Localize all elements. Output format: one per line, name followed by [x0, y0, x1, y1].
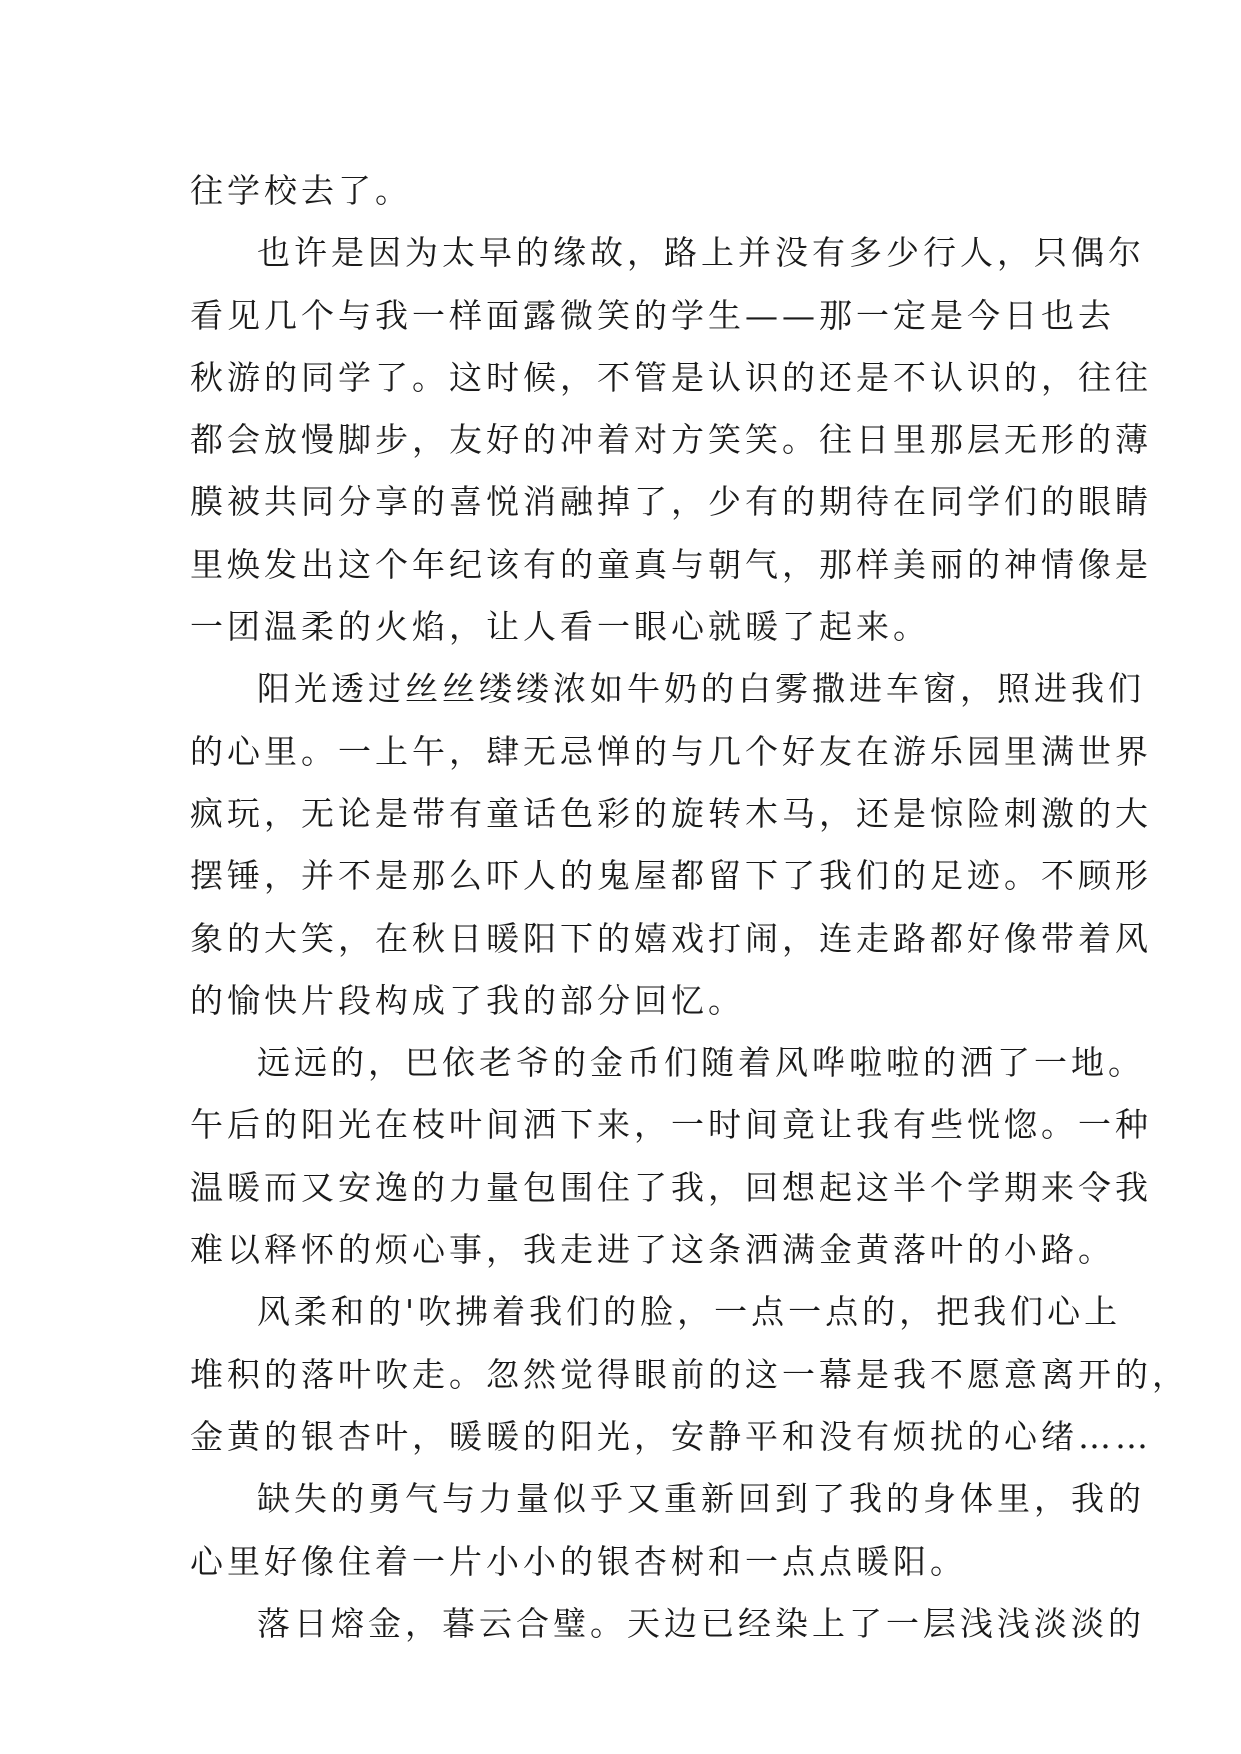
text-line: 午后的阳光在枝叶间洒下来，一时间竟让我有些恍惚。一种	[190, 1105, 1152, 1145]
text-line: 风柔和的'吹拂着我们的脸，一点一点的，把我们心上	[257, 1292, 1122, 1332]
text-line: 往学校去了。	[190, 171, 412, 210]
text-line: 疯玩，无论是带有童话色彩的旋转木马，还是惊险刺激的大	[190, 793, 1152, 833]
text-line: 远远的，巴依老爷的金币们随着风哗啦啦的洒了一地。	[257, 1043, 1145, 1083]
text-line: 温暖而又安逸的力量包围住了我，回想起这半个学期来令我	[190, 1167, 1152, 1207]
text-line: 的心里。一上午，肆无忌惮的与几个好友在游乐园里满世界	[190, 731, 1152, 771]
text-line: 缺失的勇气与力量似乎又重新回到了我的身体里，我的	[257, 1479, 1145, 1519]
text-line: 摆锤，并不是那么吓人的鬼屋都留下了我们的足迹。不顾形	[190, 856, 1152, 896]
text-line: 看见几个与我一样面露微笑的学生——那一定是今日也去	[190, 295, 1115, 335]
text-line: 秋游的同学了。这时候，不管是认识的还是不认识的，往往	[190, 357, 1152, 397]
text-line: 阳光透过丝丝缕缕浓如牛奶的白雾撒进车窗，照进我们	[257, 669, 1145, 709]
text-line: 金黄的银杏叶，暖暖的阳光，安静平和没有烦扰的心绪……	[190, 1416, 1152, 1456]
essay-body	[190, 160, 1189, 1655]
text-line: 的愉快片段构成了我的部分回忆。	[190, 980, 745, 1020]
text-line: 里焕发出这个年纪该有的童真与朝气，那样美丽的神情像是	[190, 544, 1152, 584]
text-line: 象的大笑，在秋日暖阳下的嬉戏打闹，连走路都好像带着风	[190, 918, 1152, 958]
text-line: 也许是因为太早的缘故，路上并没有多少行人，只偶尔	[257, 233, 1145, 273]
text-line: 都会放慢脚步，友好的冲着对方笑笑。往日里那层无形的薄	[190, 420, 1152, 460]
text-line: 心里好像住着一片小小的银杏树和一点点暖阳。	[190, 1541, 967, 1581]
text-line: 膜被共同分享的喜悦消融掉了，少有的期待在同学们的眼睛	[190, 482, 1152, 522]
text-line: 难以释怀的烦心事，我走进了这条洒满金黄落叶的小路。	[190, 1230, 1115, 1270]
text-line: 落日熔金，暮云合璧。天边已经染上了一层浅浅淡淡的	[257, 1603, 1145, 1643]
text-line: 堆积的落叶吹走。忽然觉得眼前的这一幕是我不愿意离开的，	[190, 1354, 1189, 1394]
text-line: 一团温柔的火焰，让人看一眼心就暖了起来。	[190, 607, 930, 647]
